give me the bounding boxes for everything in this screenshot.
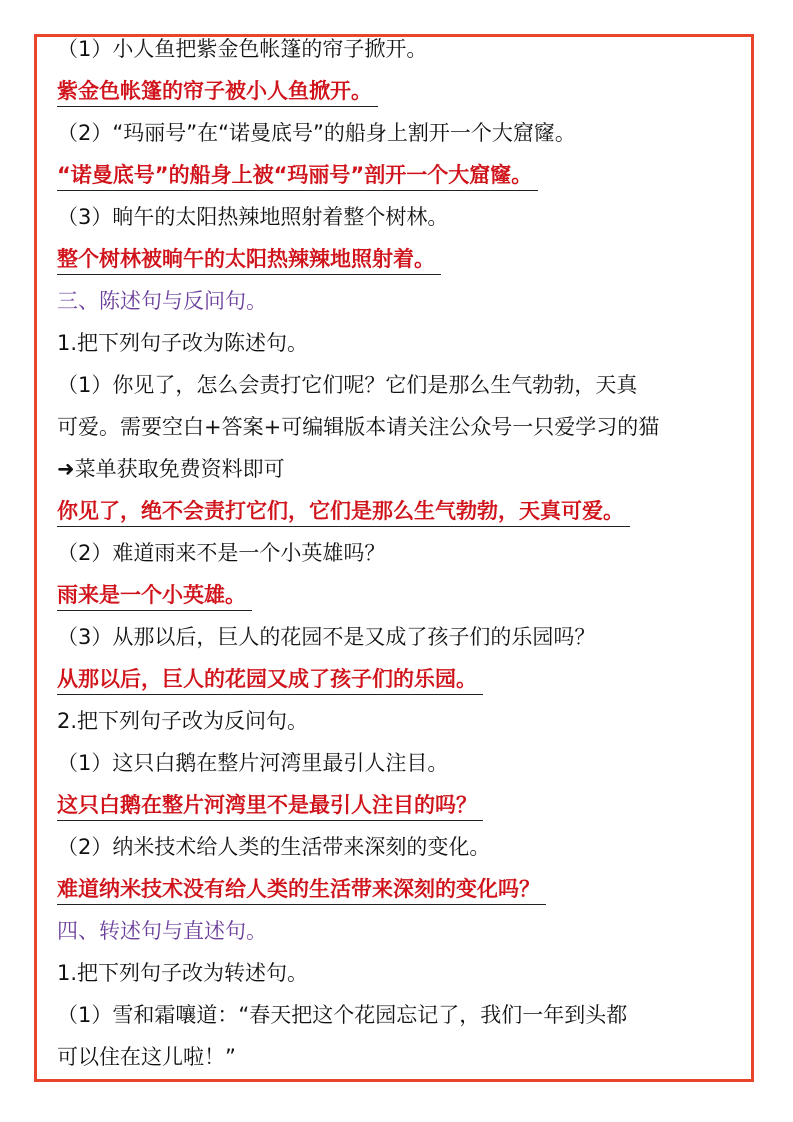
answer-line [57,238,747,280]
section-heading: 四、转述句与直述句。 [57,919,267,943]
answer-line [57,490,747,532]
answer-text: 整个树林被晌午的太阳热辣辣地照射着。 [57,244,441,275]
question-line: （2）难道雨来不是一个小英雄吗？ [57,541,386,565]
answer-line [57,868,747,910]
question-line: 可以住在这儿啦！” [57,1045,236,1069]
answer-text: 从那以后，巨人的花园又成了孩子们的乐园。 [57,664,483,695]
question-line: （2）“玛丽号”在“诺曼底号”的船身上割开一个大窟窿。 [57,121,576,145]
question-line: （1）小人鱼把紫金色帐篷的帘子掀开。 [57,37,428,61]
answer-text: 这只白鹅在整片河湾里不是最引人注目的吗？ [57,790,483,821]
answer-text: 雨来是一个小英雄。 [57,580,252,611]
question-line: （3）晌午的太阳热辣地照射着整个树林。 [57,205,449,229]
answer-text: 紫金色帐篷的帘子被小人鱼掀开。 [57,76,378,107]
question-line: （1）你见了，怎么会责打它们呢？它们是那么生气勃勃，天真 [57,373,638,397]
answer-line [57,70,747,112]
worksheet-content [57,28,747,1078]
question-line: （1）这只白鹅在整片河湾里最引人注目。 [57,751,449,775]
answer-text: 难道纳米技术没有给人类的生活带来深刻的变化吗？ [57,874,546,905]
instruction-line: 1.把下列句子改为转述句。 [57,961,309,985]
section-heading: 三、陈述句与反问句。 [57,289,267,313]
question-line: （2）纳米技术给人类的生活带来深刻的变化。 [57,835,491,859]
instruction-line: 2.把下列句子改为反问句。 [57,709,309,733]
answer-line [57,154,747,196]
instruction-line: 1.把下列句子改为陈述句。 [57,331,309,355]
promo-line: ➜菜单获取免费资料即可 [57,457,285,481]
answer-text: “诺曼底号”的船身上被“玛丽号”剖开一个大窟窿。 [57,160,538,191]
answer-line [57,784,747,826]
question-line: （1）雪和霜嚷道：“春天把这个花园忘记了，我们一年到头都 [57,1003,628,1027]
question-line: （3）从那以后，巨人的花园不是又成了孩子们的乐园吗？ [57,625,596,649]
answer-line [57,574,747,616]
answer-line [57,658,747,700]
answer-text: 你见了，绝不会责打它们，它们是那么生气勃勃，天真可爱。 [57,496,630,527]
promo-line: 可爱。需要空白+答案+可编辑版本请关注公众号一只爱学习的猫 [57,415,660,439]
